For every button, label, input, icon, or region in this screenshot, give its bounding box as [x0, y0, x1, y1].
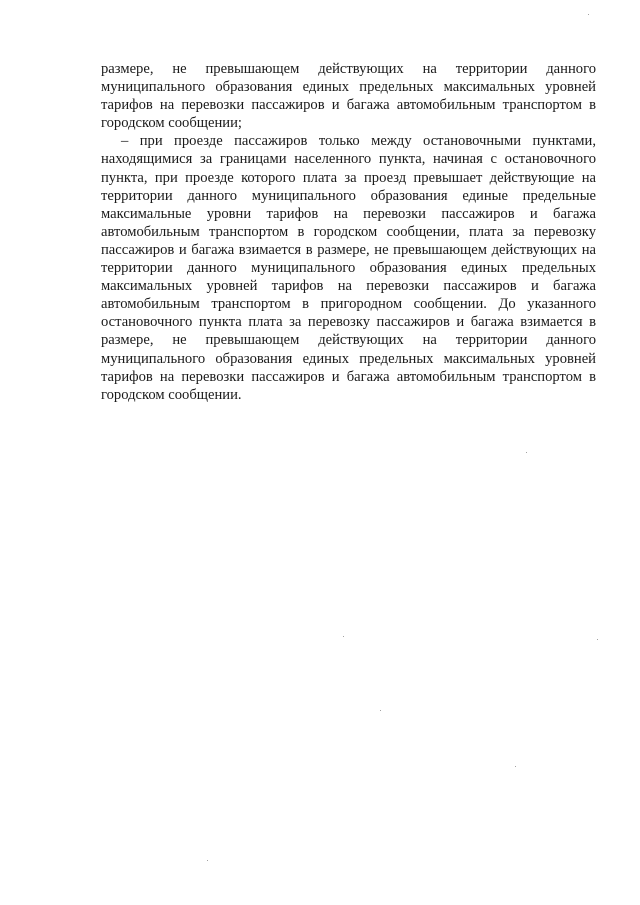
scan-speck — [588, 14, 589, 15]
scan-speck — [526, 452, 527, 453]
paragraph-continuation: размере, не превышающем действующих на территории данного муниципального образования единых предельных максимальных уровней тарифов на перевозки пассажиров и багажа автомобильным транспортом в городском сообщении; — [101, 61, 596, 132]
scan-speck — [597, 639, 598, 640]
scan-speck — [207, 860, 208, 861]
body-text — [101, 60, 596, 404]
paragraph-suburban-fare: – при проезде пассажиров только между остановочными пунктами, находящимися за границами населенного пункта, начиная с остановочного пункта, при проезде которого плата за проезд превышает действующие на территории данного муниципального образования единые предельные максимальные уровни тарифов на перевозки пассажиров и багажа автомобильным транспортом в городском сообщении, плата за перевозку пассажиров и багажа взимается в размере, не превышающем действующих на территории данного муниципального образования единых предельных максимальных уровней тарифов на перевозки пассажиров и багажа автомобильным транспортом в пригородном сообщении. До указанного остановочного пункта плата за перевозку пассажиров и багажа взимается в размере, не превышающем действующих на территории данного муниципального образования единых предельных максимальных уровней тарифов на перевозки пассажиров и багажа автомобильным транспортом в городском сообщении. — [101, 133, 596, 403]
scan-speck — [515, 766, 516, 767]
scan-speck — [380, 710, 381, 711]
scan-speck — [343, 636, 344, 637]
